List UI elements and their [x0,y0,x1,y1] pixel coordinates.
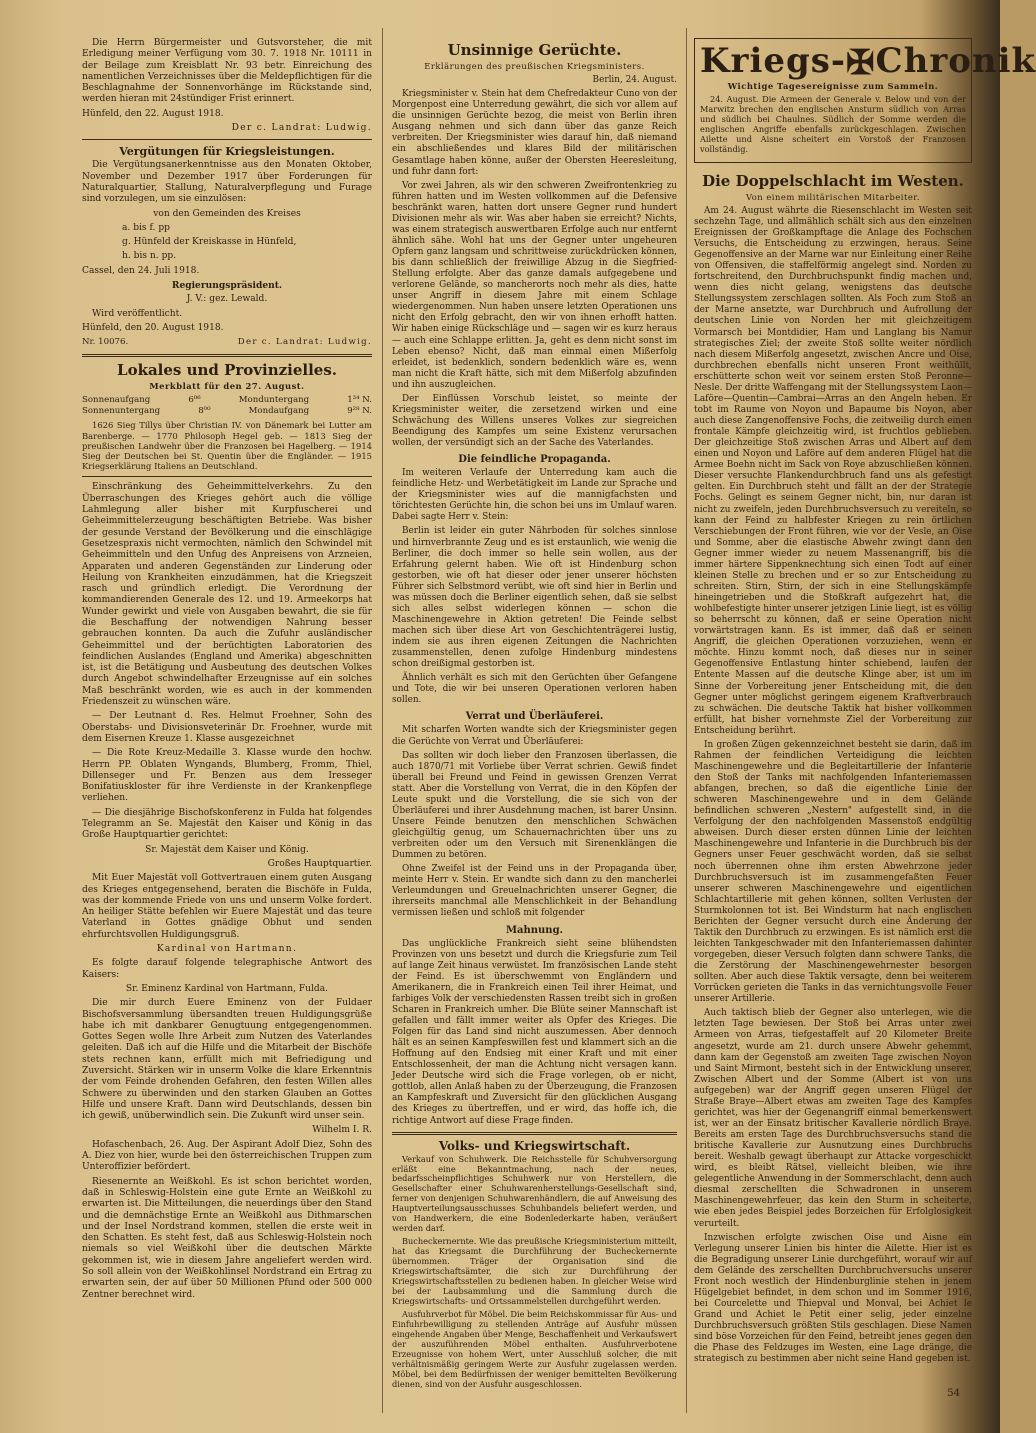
paragraph: Das unglückliche Frankreich sieht seine blühendsten Provinzen von uns besetzt und durch die Kriegsfurie zum Teil auf lange Zeit hinaus verwüstet. Im französischen Lande steht der Feind. Es ist überschwemmt von Engländern und Amerikanern, die in Frankreich einen Teil ihrer Heimat, und farbiges Volk der verschiedensten Rassen treibt sich in großen Scharen in Frankreich umher. Die Blüte seiner Mannschaft ist gefallen und fällt immer weiter als Opfer des Krieges. Die Folgen für das Land sind nicht auszumessen. Aber dennoch hält es an seinen Kampfeswillen fest und klammert sich an die Hoffnung auf den Endsieg mit einer Kraft und mit einer Entschlossenheit, der man die Achtung nicht versagen kann. Jeder Deutsche wird sich die Frage vorlegen, ob er nicht, gottlob, allen Anlaß haben zu der Überzeugung, die Franzosen an Kampfeskraft und Zuversicht für den glücklichen Ausgang des Krieges zu übertreffen, und er wird, das hoffe ich, die richtige Antwort auf diese Frage finden. [392,938,677,1126]
paragraph: Einschränkung des Geheimmittelverkehrs. Zu den Überraschungen des Krieges gehört auch die völlige Lahmlegung aller bisher mit Kurpfuscherei und Geheimmittelerzeugung beschäftigten Betriebe. Was bisher der gesunde Verstand der Bevölkerung und die einschlägige Gesetzespraxis nicht vermochten, nämlich den Schwindel mit Geheimmitteln und den Unfug des Anpreisens von Arzneien, Apparaten und anderen Gegenständen zur Linderung oder Heilung von Krankheiten einzudämmen, hat die Kriegszeit rasch und gründlich erledigt. Die Verordnung der kommandierenden Generale des 12. und 19. Armeekorps hat Wunder gewirkt und viele von Ausgaben bewahrt, die sie für die Beschaffung der notwendigen Nahrung besser gebrauchen konnten. Da auch die Zufuhr ausländischer Geheimmittel und der berüchtigten Laboratorien des feindlichen Auslandes (England und Amerika) abgeschnitten ist, ist die Betätigung und Ausbeutung des deutschen Volkes durch Angebot schwindelhafter Erzeugnisse auf ein solches Maß beschränkt worden, wie es auch in der kommenden Friedenszeit zu wünschen wäre. [82,482,372,708]
paragraph: — Der Leutnant d. Res. Helmut Froehner, Sohn des Oberstabs- und Divisionsveterinär Dr. Froehner, wurde mit dem Eisernen Kreuze 1. Klasse ausgezeichnet [82,711,372,744]
column-rule [382,28,383,1413]
moonset-time: 1³⁴ N. [347,394,372,405]
subheading: Erklärungen des preußischen Kriegsministers. [424,61,645,71]
divider [82,354,372,357]
moonrise-label: Mondaufgang [248,406,310,417]
paragraph: Ausfuhrverbot für Möbel. Die beim Reichskommissar für Aus- und Einfuhrbewilligung zu stellenden Anträge auf Ausfuhr müssen eingehende Angaben über Menge, Beschaffenheit und Verkaufswert der auszuführenden Möbel enthalten. Ausfuhrverbotene Erzeugnisse von hohem Wert, unter Ausschluß solcher, die mit verhältnismäßig geringem Werte zur Ausfuhr zugelassen werden. Möbel, bei dem Bedürfnissen der weniger bemittelten Bevölkerung dienen, sind von der Ausfuhr ausgeschlossen. [392,1308,677,1389]
list-line: von den Gemeinden des Kreises [153,208,301,219]
list-line: h. bis n. pp. [122,251,177,262]
telegram-address: Sr. Eminenz Kardinal von Hartmann, Fulda. [125,983,329,994]
notice: Die Herrn Bürgermeister und Gutsvorsteher, die mit Erledigung meiner Verfügung vom 30. 7. 1918 Nr. 10111 in der Beilage zum Kreisblatt Nr. 93 betr. Einreichung des namentlichen Verzeichnisses über die Meldepflichtigen für die Beschlagnahme der Sonnenvorhänge im Rückstande sind, werden hieran mit 24stündiger Frist erinnert. [82,38,372,105]
signature: Kardinal von Hartmann. [156,944,298,955]
paragraph: Bucheckernernte. Wie das preußische Kriegsministerium mitteilt, hat das Kriegsamt die Durchführung der Bucheckernernte übernommen. Träger der Organisation sind die Kriegswirtschaftsämter, die sich zur Durchführung der Kriegswirtschaftsstellen zu bedienen haben. In gleicher Weise wird bei der Laubsammlung und die Sammlung durch die Kriegswirtschafts- und Ortssammelstellen durchgeführt werden. [392,1236,677,1306]
divider [392,1132,677,1135]
paragraph: Es folgte darauf folgende telegraphische Antwort des Kaisers: [82,958,372,980]
paragraph: Hofaschenbach, 26. Aug. Der Aspirant Adolf Diez, Sohn des A. Diez von hier, wurde bei den österreichischen Truppen zum Unteroffizier befördert. [82,1139,372,1173]
column-3 [694,38,1036,1368]
paragraph: Ohne Zweifel ist der Feind uns in der Propaganda über, meinte Herr v. Stein. Er wandte sich dann zu den mancherlei Verleumdungen und Greuelnachrichten unserer Gegner, die ihrerseits manchmal alle Menschlichkeit in der Behandlung vermissen ließen und schloß mit folgender [392,864,677,919]
paragraph: In großen Zügen gekennzeichnet besteht sie darin, daß im Rahmen der feindlichen Verteidigung die leichten Maschinengewehre und die Begleitartillerie der Infanterie den Stoß der Tanks mit nachfolgenden Infanteriemassen abfangen, brechen, so daß die eigentliche Linie der schweren Maschinengewehre und in dem Gelände befindlichen schweren „Nestern" aufgestellt sind, in die Verfolgung der den nachfolgenden Massenstoß endgültig abweisen. Durch dieser ersten dünnen Linie der leichten Maschinengewehre und Infanterie in die Durchbruch bis der Gegners unser Feuer geschwächt worden, daß sie selbst noch überrennen ohne ihm ersten Abwehrzone jeder Durchbruchsversuch ist im zusammengefaßten Feuer unserer schweren Maschinengewehre und eigentlichen Schlachtartillerie mit gehen können, sollten Verlusten der Sturmkolonnen tot ist. Bei Windsturm hat nach englischen Berichten der Gegner versucht durch eine Änderung der Taktik den Durchbruch zu erzwingen. Es ist nämlich erst die leichten Tankgeschwader mit den Infanteriemassen dahinter vorgegeben, dieser Versuch folgten dann schwere Tanks, die die Zerstörung der Maschinengewehrnester besorgen sollten. Aber auch diese Taktik versagte, denn bei weiterem Vorrücken gerieten die Tanks in das vernichtungsvolle Feuer unserer Artillerie. [694,739,972,1005]
paragraph: Vor zwei Jahren, als wir den schweren Zweifrontenkrieg zu führen hatten und im Westen vollkommen auf die Defensive beschränkt waren, hatten dort unsere Gegner rund hundert Divisionen mehr als wir. Was aber haben sie erreicht? Nichts, was einem strategisch auswertbaren Erfolge auch nur entfernt ähnlich sähe. Wohl hat uns der Gegner unter ungeheuren Opfern ganz langsam und schrittweise zurückdrücken können, bis dann schließlich der freiwillige Abzug in die Siegfried-Stellung erfolgte. Aber das ganze damals aufgegebene und verlorene Gelände, so mancherorts noch mehr als dies, hatte unser Angriff in diesem Jahre mit einem Schlage wiedergenommen. Nun haben unsere letzten Operationen uns nicht den Erfolg gebracht, den wir von ihnen erhofft hatten. Wir haben einige Rückschläge und — sagen wir es kurz heraus — auch eine Schlappe erlitten. Ja, geht es denn nicht sonst im Leben ebenso? Nicht, daß man einmal einen Mißerfolg erleidet, ist bedenklich, sondern bedenklich wäre es, wenn man nicht die Kraft hätte, sich mit dem Mißerfolg abzufinden und ihn auszugleichen. [392,180,677,390]
notice-date: Hünfeld, den 22. August 1918. [82,108,224,119]
moonset-label: Monduntergang [238,394,310,405]
paragraph: Das sollten wir doch lieber den Franzosen überlassen, die auch 1870/71 mit Vorliebe über Verrat schrien. Gewiß findet überall bei Freund und Feind in gewissen Grenzen Verrat statt. Aber die Vorstellung von Verrat, die in den Köpfen der Leute spukt und die Vorstellung, die sie sich von der Überläuferei und ihrer Ausdehnung machen, ist barer Unsinn. Unsere Feinde benutzen den menschlichen Schwächen gleichgültig genug, um Schauernachrichten über uns zu verbreiten oder um den Versuch mit Sirenenklängen die Dummen zu betören. [392,750,677,861]
telegram-address: Sr. Majestät dem Kaiser und König. [145,844,309,855]
column-2 [392,38,677,1392]
list-line: a. bis f. pp [122,222,170,233]
paragraph: Riesenernte an Weißkohl. Es ist schon berichtet worden, daß in Schleswig-Holstein eine gute Ernte an Weißkohl zu erwarten ist. Die Mitteilungen, die neuerdings über den Stand und die demnächstige Ernte an Weißkohl aus Dithmarschen und der Insel Nordstrand kommen, stellen die erste weit in den Schatten. Es steht fest, daß aus Schleswig-Holstein noch niemals so viel Weißkohl über die deutschen Märkte gekommen ist, wie in diesem Jahre angeliefert werden wird. So soll allein von der Weißkohlinsel Nordstrand ein Ertrag zu erwarten sein, der auf über 50 Millionen Pfund oder 500 000 Zentner berechnet wird. [82,1176,372,1300]
sunrise-time: 6⁰⁶ [188,394,201,405]
paragraph: Inzwischen erfolgte zwischen Oise und Aisne ein Verlegung unserer Linien bis hinter die Ailette. Hier ist es die Begradigung unserer Linie durchgeführt, worauf wir auf dem Gelände des zerschellten Durchbruchversuchs unserer Front noch westlich der Hindenburglinie stehen in jenem Hügelgebiet befindet, in dem schon und im Sommer 1916, bei Courcelette und Thiepval und Monval, bei Achiet le Grand und Achiet le Petit einer selig, jeder einzelne Durchbruchsversuch größten Stils geschlagen. Diese Namen sind böse Vorzeichen für den Feind, betreibt jenes gegen den die Phase des Feldzuges im Westen, eine Lage dränge, die strategisch zu bestimmen aber nicht seine Hand gegeben ist. [694,1232,972,1365]
paragraph: Wird veröffentlicht. [92,308,183,319]
moonrise-time: 9²⁸ N. [347,406,372,417]
divider [82,476,372,477]
heading-propaganda: Die feindliche Propaganda. [458,454,611,466]
heading-verguetungen: Vergütungen für Kriegsleistungen. [119,145,335,159]
notice-signature: Der c. Landrat: Ludwig. [231,123,372,134]
banner-left: Kriegs- [700,41,847,81]
date-line: Hünfeld, den 20. August 1918. [82,322,224,333]
paragraph: Im weiteren Verlaufe der Unterredung kam auch die feindliche Hetz- und Werbetätigkeit im Lande zur Sprache und der Kriegsminister wies auf die mannigfachsten und törichtesten Gerüchte hin, die schon bei uns im Umlauf waren. Dabei sagte Herr v. Stein: [392,468,677,523]
reference-number: Nr. 10076. [82,337,129,348]
sunrise-label: Sonnenaufgang [82,394,151,405]
dateline: Berlin, 24. August. [592,75,677,86]
paragraph: — Die diesjährige Bischofskonferenz in Fulda hat folgendes Telegramm an Se. Majestät den Kaiser und König in das Große Hauptquartier gerichtet: [82,807,372,841]
heading-doppelschlacht: Die Doppelschlacht im Westen. [702,171,964,190]
paragraph: Verkauf von Schuhwerk. Die Reichsstelle für Schuhversorgung erläßt eine Bekanntmachung, nach der neues, bedarfsscheinpflichtiges Schuhwerk nur von Herstellern, die Gesellschafter einer Schuhwarenherstellungs-Gesellschaft sind, ferner von denjenigen Schuhwarenhändlern, die auf Anweisung des Hauptverteilungsausschusses Schuhbandels beliefert werden, und von Handwerkern, die eine Bodenlederkarte haben, veräußert werden darf. [392,1153,677,1234]
subheading: Von einem militärischen Mitarbeiter. [745,191,921,202]
banner-right: Chronik [875,41,1036,81]
paragraph: — Die Rote Kreuz-Medaille 3. Klasse wurde den hochw. Herrn PP. Oblaten Wyngands, Blumberg, Fromm, Thiel, Dillenseger und Fr. Benzen aus dem Iresseger Bonifatiuskloster für ihre Verdienste in der Krankenpflege verliehen. [82,748,372,804]
heading-verrat: Verrat und Überläuferei. [465,711,604,723]
kriegs-chronik-box [694,38,1036,163]
divider [82,139,372,140]
heading-unsinnige-geruechte: Unsinnige Gerüchte. [447,41,622,59]
history-note: 1626 Sieg Tillys über Christian IV. von Dänemark bei Lutter am Barenberge. — 1770 Philosoph Hegel geb. — 1813 Sieg der preußischen Landwehr über die Franzosen bei Hagelberg. — 1914 Sieg der Deutschen bei St. Quentin über die Engländer. — 1915 Kriegserklärung Italiens an Deutschland. [82,420,372,472]
paragraph: Mit scharfen Worten wandte sich der Kriegsminister gegen die Gerüchte von Verrat und Überläuferei: [392,725,677,747]
paragraph: Die Vergütungsanerkenntnisse aus den Monaten Oktober, November und Dezember 1917 über Forderungen für Naturalquartier, Stallung, Naturalverpflegung und Furage sind vorzulegen, um sie einzulösen: [82,160,372,205]
paragraph: Auch taktisch blieb der Gegner also unterlegen, wie die letzten Tage bewiesen. Der Stoß bei Arras unter zwei Armeen von Arras, tiefgestaffelt auf 20 Kilometer Breite angesetzt, wurde am 21. durch unsere Abwehr gehemmt, dann kam der Gegenstoß am zweiten Tage zwischen Noyon und Saint Mirmont, besteht sich in der Entwicklung unserer, Zwischen Albert und der Somme (Albert ist von uns aufgegeben) war der Angriff gegen unseren Flügel der Straße Braye—Albert etwas am zweiten Tage des Kampfes gerichtet, was hier der Gegenangriff einmal bemerkenswert ist, wer an der Einsatz britischer Kavallerie nördlich Braye. Bereits am ersten Tage des Durchbruchsversuchs stand die britische Kavallerie zur Ausnutzung eines Durchbruchs bereit. Weshalb gewagt überhaupt zur Attacke vorgeschickt wird, es bleibt Rätsel, vielleicht bleiben, wie ihre gelegentliche Anwendung in der Sommerschlacht, denn auch diesmal zerschellten die Schwadronen in unserem Maschinengewehrfeuer, das kein den Sturm in scheiterte, wie eben jedes Beispiel jedes Borzeichen für Erfolglosigkeit verurteilt. [694,1008,972,1229]
telegram-address: Großes Hauptquartier. [267,858,372,869]
sunset-label: Sonnenuntergang [82,406,161,417]
iron-cross-icon: ✠ [846,43,876,83]
list-line: g. Hünfeld der Kreiskasse in Hünfeld, [122,237,297,248]
signature: Wilhelm I. R. [312,1125,372,1136]
date-line: Cassel, den 24. Juli 1918. [82,265,200,276]
paragraph: Am 24. August währte die Riesenschlacht im Westen seit sechzehn Tage, und allmählich schält sich aus den einzelnen Ereignissen der Großkampftage die Anlage des Fochschen Versuchs, die Entscheidung zu erzwingen, heraus. Seine Gegenoffensive an der Marne war nur Einleitung einer Reihe von Offensiven, die staffelförmig angelegt sind. Norden zu fortschreitend, den Durchbruchspunkt findig machen und, wenn dies nicht gelang, wenigstens das deutsche Stellungssystem zerschlagen sollten. Als Foch zum Stoß an der Marne ansetzte, war Durchbruch und Aufrollung der deutschen Linie von Norden her mit gleichzeitigem Vormarsch bei Montdidier, Ham und Langlang bis Namur strategisches Ziel; der zweite Stoß sollte weiter nördlich nach diesem Mißerfolg angesetzt, zwischen Ancre und Oise, durchbrechen ebenfalls nicht unseren Front weithüllt, erschütterte schon weit vor seinem ersten Stoß Peronne—Nesle. Der dritte Waffengang mit der Stellungssystem Laon—Laföre—Quentin—Cambrai—Arras an den Angeln heben. Er tobt im Raume von Noyon und Bapaume bis Noyon, aber auch diese Zangenoffensive Fochs, die zeitweilig durch einen frontale Kämpfe gleichzeitig wird, ist fruchtlos geblieben. Der gleichzeitige Stoß zwischen Arras und Albert auf dem einen und Noyon und Laföre auf dem anderen Flügel hat die Armee Boehn nicht im Sack von Roye abzuschließen können. Dieser versuchte Flankendurchbruch fand uns als gefestigt gelten. Ein Durchbruch steht und fällt an der der Strategie Fochs. Gelingt es seinem Gegner nicht, bin, nur daran ist nicht zu zweifeln, jeden Durchbruchsversuch zu vereiteln, so kann der Feind zu halbfester Kriegen zu rein örtlichen Verschiebungen der Front führen, wie vor der Vesle, an Oise und Somme, aber die elastische Abwehr zwingt dann den Gegner immer wieder zu neuem Massenangriff, bis die immer härtere Sippenknechtung sich einen Todt auf einer kleinen Stelle zu brechen und er so zur Entscheidung zu schreiten. Stirn, Stirn, der sich in eine Stellungskämpfe hineingetrieben und die Stoßkraft aufgezehrt hat, die wohlbefestigte hinter unserer jetzigen Linie liegt, ist es völlig so beherrscht zu können, daß er seine Operation nicht vorwärtstragen kann. Es ist immer, daß daß er seinen Angriff, die gleichen Operationen vorzuziehen, wenn er möchte. Hinzu kommt noch, daß dieses nur in seiner Gegenoffensive Entlastung hinter schiebend, laufen der Entente Massen auf die deutsche Klinge aber, ist um im Sinne der Vorbereitung jener Entscheidung mit, die den Gegner unter möglichst geringem eigenem Kraftverbrauch zu schwächen. Die deutsche Taktik hat bisher vollkommen erfüllt, hat bisher vornehmste Ziel der Vorbereitung zur Entscheidung berührt. [694,205,972,736]
heading-mahnung: Mahnung. [505,924,564,936]
paragraph: Der Einflüssen Vorschub leistet, so meinte der Kriegsminister weiter, die zersetzend wirken und eine Schwächung des Willens unseres Volkes zur siegreichen Beendigung des Kampfes um seine Existenz verursachen wollen, der versündigt sich an der Sache des Vaterlandes. [392,393,677,449]
paragraph: Kriegsminister v. Stein hat dem Chefredakteur Cuno von der Morgenpost eine Unterredung gewährt, die sich vor allem auf die unsinnigen Gerüchte bezog, die meist von Berlin ihren Ausgang nehmen und sich dann über das ganze Reich verbreiten. Der Kriegsminister wies darauf hin, daß niemand ein abschließendes und klares Bild der militärischen Gesamtlage haben könne, außer der Obersten Heeresleitung, und fuhr dann fort: [392,89,677,177]
heading-volkswirtschaft: Volks- und Kriegswirtschaft. [438,1138,631,1153]
merkblatt: Merkblatt für den 27. August. [149,380,305,391]
page-number: 54 [947,1388,960,1399]
signature: J. V.: gez. Lewald. [186,294,268,305]
banner-subtitle: Wichtige Tagesereignisse zum Sammeln. [727,81,939,91]
paragraph: Berlin ist leider ein guter Nährboden für solches sinnlose und hirnverbrannte Zeug und es ist erstaunlich, wie wenig die Berliner, die doch immer so helle sein wollen, aus der Erfahrung gelernt haben. Wie oft ist Hindenburg schon gestorben, wie oft hat dieser oder jener unserer höchsten Führer sich Selbstmord verübt, wie oft sind hier in Berlin und was müssen doch die Berliner eigentlich sehen, daß sie selbst sich alles selbst widerlegen können — schon die Maschinengewehre in Aktion getreten! Die Feinde selbst machen sich über diese Art von Geschichtenträgerei lustig, indem sie aus ihren eigenen Zeitungen die Nachrichten zusammenstellen, denen zufolge Hindenburg mindestens schon dreißigmal gestorben ist. [392,526,677,670]
paragraph: Ähnlich verhält es sich mit den Gerüchten über Gefangene und Tote, die wir bei unseren Operationen verloren haben sollen. [392,673,677,706]
signature: Der c. Landrat: Ludwig. [237,337,372,348]
sunset-time: 8⁰⁰ [198,406,211,417]
paragraph: Die mir durch Euere Eminenz von der Fuldaer Bischofsversammlung übersandten treuen Huldigungsgrüße habe ich mit dankbarer Genugtuung entgegengenommen. Gottes Segen wolle Ihre Arbeit zum Nutzen des Vaterlandes geleiten. Daß ich auf die Hilfe und die Mitarbeit der Bischöfe stets rechnen kann, erfüllt mich mit Befriedigung und Zuversicht. Stärken wir in unserm Volke die klare Erkenntnis der vom Feinde drohenden Gefahren, den festen Willen alles Schwere zu überwinden und den starken Glauben an Gottes Hilfe und unsere Kraft. Dann wird Deutschlands, dessen bin ich gewiß, unüberwindlich sein. Die Zukunft wird unser sein. [82,998,372,1122]
column-1 [82,38,372,1304]
heading-lokales: Lokales und Provinzielles. [117,360,337,379]
chronicle-entry: 24. August. Die Armeen der Generale v. Below und von der Marwitz brechen den englischen Ansturm südlich von Arras und südlich bei Chaulnes. Südlich der Somme werden die englischen Angriffe ebenfalls zurückgeschlagen. Zwischen Ailette und Aisne scheitert ein Vorstoß der Franzosen vollständig. [700,94,966,154]
kriegs-chronik-banner [700,41,1036,83]
column-rule [686,28,687,1413]
paragraph: Mit Euer Majestät voll Gottvertrauen einem guten Ausgang des Krieges entgegensehend, beraten die Bischöfe in Fulda, was der kommende Friede von uns und unserm Volke fordert. An heiliger Stätte befehlen wir Euere Majestät und das teure Vaterland in Gottes gnädige Obhut und senden ehrfurchtsvollen Huldigungsgruß. [82,873,372,940]
signature-title: Regierungspräsident. [171,280,283,292]
